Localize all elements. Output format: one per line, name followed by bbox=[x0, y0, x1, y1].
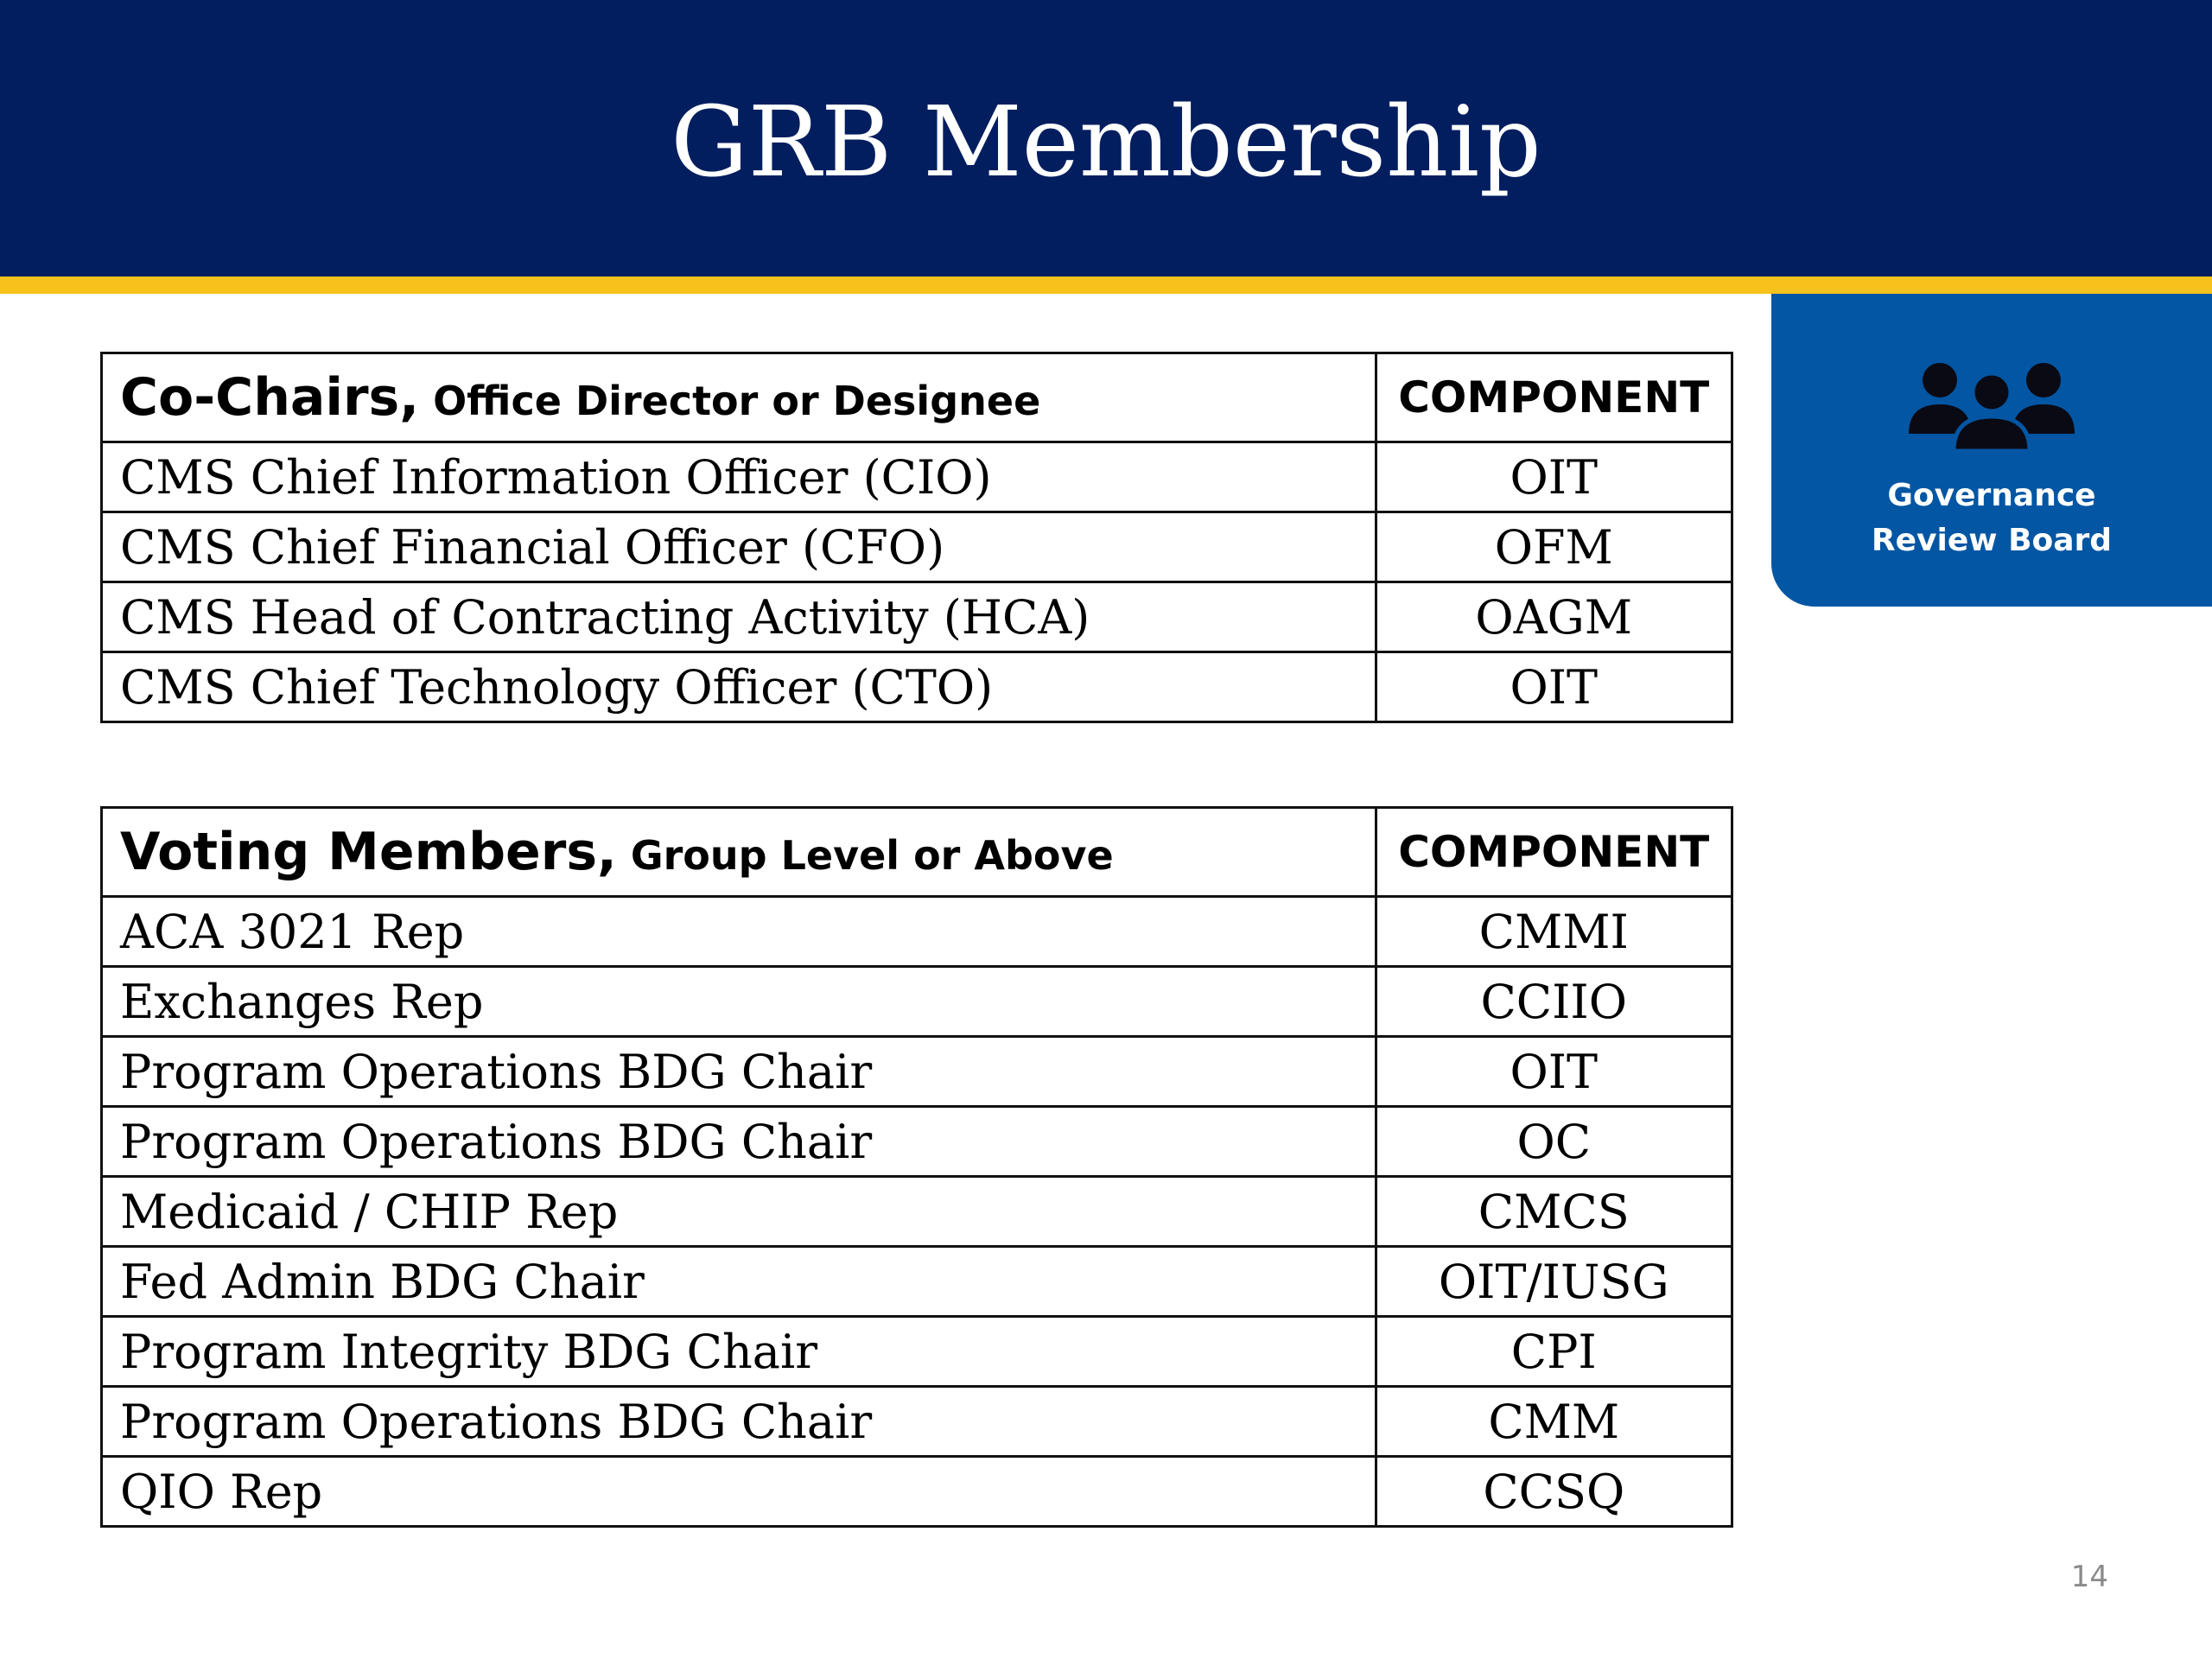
voting-heading-sub: Group Level or Above bbox=[616, 832, 1114, 879]
member-name: QIO Rep bbox=[102, 1457, 1376, 1527]
member-component: OIT bbox=[1376, 652, 1732, 722]
member-component: OAGM bbox=[1376, 582, 1732, 652]
cochairs-table bbox=[100, 352, 1733, 723]
cochairs-heading-main: Co-Chairs, bbox=[120, 367, 420, 428]
table-row bbox=[102, 512, 1732, 582]
table-row bbox=[102, 1387, 1732, 1457]
cochairs-heading bbox=[102, 353, 1376, 442]
table-row bbox=[102, 1037, 1732, 1107]
badge-label bbox=[1771, 474, 2212, 563]
member-name: Program Integrity BDG Chair bbox=[102, 1317, 1376, 1387]
member-component: CMCS bbox=[1376, 1177, 1732, 1247]
member-component: CMMI bbox=[1376, 897, 1732, 967]
member-component: CPI bbox=[1376, 1317, 1732, 1387]
table-row bbox=[102, 442, 1732, 512]
badge-label-line2: Review Board bbox=[1871, 523, 2113, 558]
member-component: CMM bbox=[1376, 1387, 1732, 1457]
member-name: CMS Chief Information Officer (CIO) bbox=[102, 442, 1376, 512]
table-row bbox=[102, 1107, 1732, 1177]
voting-header-row bbox=[102, 808, 1732, 897]
page-number: 14 bbox=[2070, 1560, 2108, 1594]
member-name: CMS Chief Financial Officer (CFO) bbox=[102, 512, 1376, 582]
slide-title: GRB Membership bbox=[671, 86, 1541, 199]
table-row bbox=[102, 967, 1732, 1037]
member-component: OIT bbox=[1376, 1037, 1732, 1107]
grb-badge bbox=[1771, 294, 2212, 607]
cochairs-component-header: COMPONENT bbox=[1376, 353, 1732, 442]
slide-header bbox=[0, 0, 2212, 276]
member-component: CCSQ bbox=[1376, 1457, 1732, 1527]
table-row bbox=[102, 1247, 1732, 1317]
member-name: Program Operations BDG Chair bbox=[102, 1107, 1376, 1177]
table-row bbox=[102, 1457, 1732, 1527]
people-group-icon bbox=[1905, 354, 2078, 458]
voting-heading bbox=[102, 808, 1376, 897]
member-name: CMS Head of Contracting Activity (HCA) bbox=[102, 582, 1376, 652]
member-name: Program Operations BDG Chair bbox=[102, 1037, 1376, 1107]
member-name: Medicaid / CHIP Rep bbox=[102, 1177, 1376, 1247]
table-row bbox=[102, 582, 1732, 652]
table-row bbox=[102, 897, 1732, 967]
table-row bbox=[102, 1317, 1732, 1387]
voting-heading-main: Voting Members, bbox=[120, 822, 617, 882]
table-row bbox=[102, 652, 1732, 722]
badge-label-line1: Governance bbox=[1887, 478, 2096, 513]
table-row bbox=[102, 1177, 1732, 1247]
voting-component-header: COMPONENT bbox=[1376, 808, 1732, 897]
member-component: OFM bbox=[1376, 512, 1732, 582]
accent-bar bbox=[0, 276, 2212, 294]
voting-members-table bbox=[100, 806, 1733, 1528]
member-component: OIT/IUSG bbox=[1376, 1247, 1732, 1317]
member-name: Fed Admin BDG Chair bbox=[102, 1247, 1376, 1317]
member-name: Exchanges Rep bbox=[102, 967, 1376, 1037]
member-component: CCIIO bbox=[1376, 967, 1732, 1037]
member-name: Program Operations BDG Chair bbox=[102, 1387, 1376, 1457]
member-component: OC bbox=[1376, 1107, 1732, 1177]
member-component: OIT bbox=[1376, 442, 1732, 512]
cochairs-header-row bbox=[102, 353, 1732, 442]
member-name: ACA 3021 Rep bbox=[102, 897, 1376, 967]
member-name: CMS Chief Technology Officer (CTO) bbox=[102, 652, 1376, 722]
cochairs-heading-sub: Office Director or Designee bbox=[419, 378, 1041, 424]
